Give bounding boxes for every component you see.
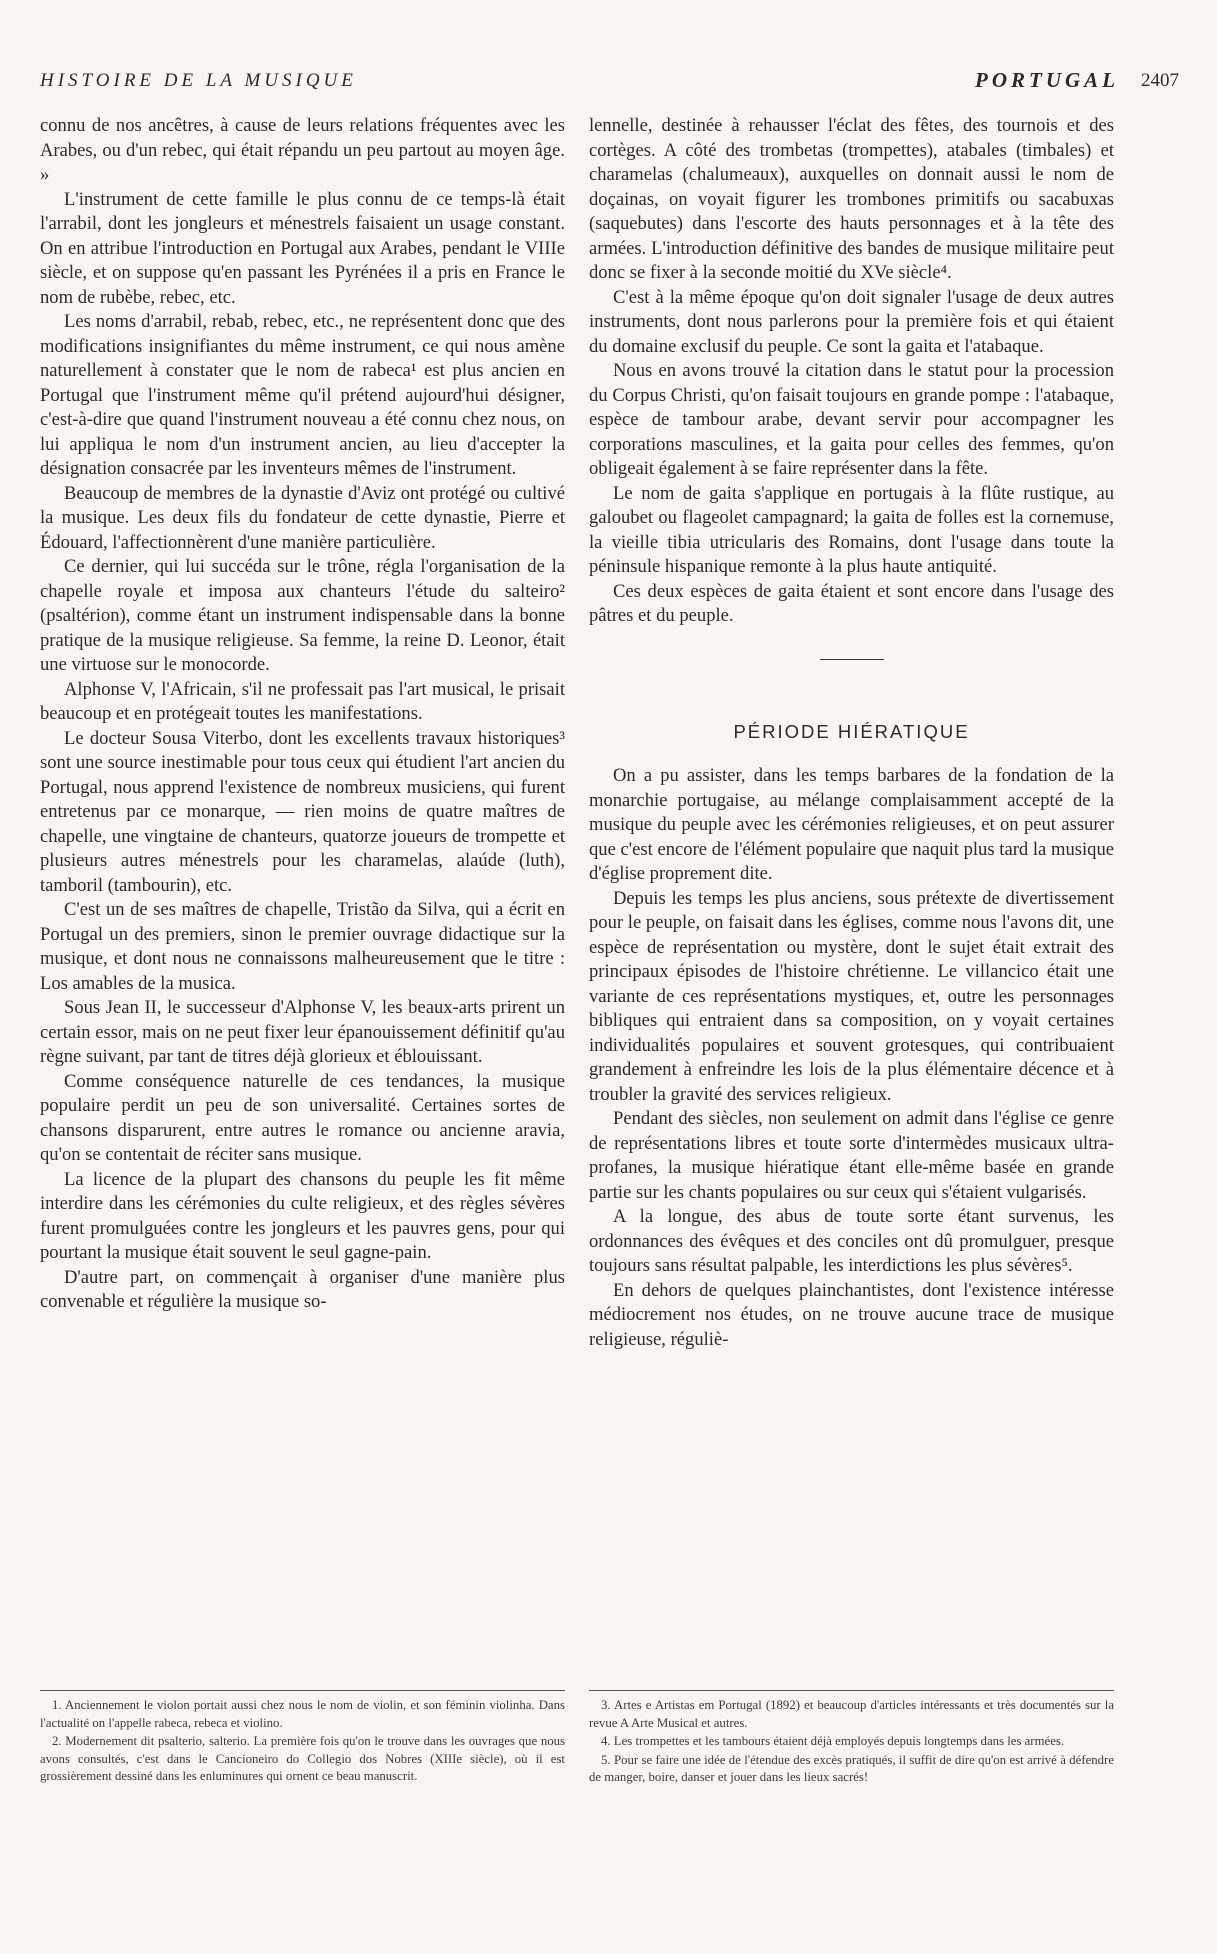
footnote-rule [40, 1690, 565, 1691]
paragraph: C'est un de ses maîtres de chapelle, Tristão da Silva, qui a écrit en Portugal un des premiers, sinon le premier ouvrage didactique sur la musique, et dont nous ne connaissons malheureusement que le titre : Los amables de la musica. [40, 899, 565, 994]
paragraph: A la longue, des abus de toute sorte étant survenus, les ordonnances des évêques et des conciles ont dû promulguer, presque toujours sans résultat palpable, les interdictions les plus sévères⁵. [589, 1206, 1114, 1276]
footnote-rule [589, 1690, 1114, 1691]
paragraph: La licence de la plupart des chansons du peuple les fit même interdire dans les cérémonies du culte religieux, et des règles sévères furent promulguées contre les jongleurs et les pauvres gens, pour qui pourtant la musique était souvent le seul gagne-pain. [40, 1168, 565, 1263]
section-title: PÉRIODE HIÉRATIQUE [733, 720, 970, 742]
left-column [40, 114, 565, 1315]
paragraph: C'est à la même époque qu'on doit signaler l'usage de deux autres instruments, dont nous parlerons pour la première fois et qui étaient du domaine exclusif du peuple. Ce sont la gaita et l'atabaque. [589, 286, 1114, 357]
footnotes-right [589, 1697, 1114, 1788]
paragraph: Ce dernier, qui lui succéda sur le trône, régla l'organisation de la chapelle royale et imposa aux chanteurs l'étude du salteiro² (psaltérion), comme étant un instrument indispensable dans la bonne pratique de la musique religieuse. Sa femme, la reine D. Leonor, était une virtuose sur le monocorde. [40, 556, 565, 675]
paragraph: Depuis les temps les plus anciens, sous prétexte de divertissement pour le peuple, on faisait dans les églises, comme nous l'avons dit, une espèce de représentation ou mystère, dont le sujet était extrait des principaux épisodes de l'histoire chrétienne. Le villancico était une variante de ces représentations mystiques, et, outre les personnages bibliques qui entraient dans sa composition, on y voyait certaines individualités populaires et souvent grotesques, qui contribuaient grandement à enfreindre les lois de la plus élémentaire décence et à troubler la gravité des services religieux. [589, 887, 1114, 1105]
paragraph: Le docteur Sousa Viterbo, dont les excellents travaux historiques³ sont une source inestimable pour tous ceux qui étudient l'art ancien du Portugal, nous apprend l'existence de nombreux musiciens, qui furent entretenus par ce monarque, — rien moins de quatre maîtres de chapelle, une vingtaine de chanteurs, quatorze joueurs de trompette et plusieurs autres ménestrels pour les charamelas, alaúde (luth), tamboril (tambourin), etc. [40, 727, 565, 896]
footnote: 1. Anciennement le violon portait aussi chez nous le nom de violin, et son féminin violinha. Dans l'actualité on l'appelle rabeca, rebeca et violino. [40, 1698, 565, 1730]
paragraph: connu de nos ancêtres, à cause de leurs relations fréquentes avec les Arabes, ou d'un rebec, qui était répandu un peu partout au moyen âge. » [40, 115, 565, 185]
paragraph: Beaucoup de membres de la dynastie d'Aviz ont protégé ou cultivé la musique. Les deux fils du fondateur de cette dynastie, Pierre et Édouard, l'affectionnèrent d'une manière particulière. [40, 482, 565, 553]
footnote: 4. Les trompettes et les tambours étaient déjà employés depuis longtemps dans les armées. [601, 1734, 1065, 1748]
paragraph: D'autre part, on commençait à organiser d'une manière plus convenable et régulière la musique so- [40, 1266, 565, 1312]
running-header-section: PORTUGAL [975, 68, 1119, 92]
footnotes-left [40, 1697, 565, 1787]
footnote: 5. Pour se faire une idée de l'étendue des excès pratiqués, il suffit de dire qu'on est arrivé à défendre de manger, boire, danser et jouer dans les lieux sacrés! [589, 1752, 1114, 1784]
section-divider [820, 659, 884, 660]
paragraph: Alphonse V, l'Africain, s'il ne professait pas l'art musical, le prisait beaucoup et en protégeait toutes les manifestations. [40, 678, 565, 724]
page-number: 2407 [1141, 70, 1179, 91]
paragraph: Le nom de gaita s'applique en portugais à la flûte rustique, au galoubet ou flageolet campagnard; la gaita de folles est la cornemuse, la vieille tibia utricularis des Romains, dont l'usage dans toute la péninsule hispanique remonte à la plus haute antiquité. [589, 482, 1114, 577]
running-header-title: HISTOIRE DE LA MUSIQUE [40, 70, 357, 91]
paragraph: En dehors de quelques plainchantistes, dont l'existence intéresse médiocrement nos études, on ne trouve aucune trace de musique religieuse, réguliè- [589, 1279, 1114, 1350]
footnote: 3. Artes e Artistas em Portugal (1892) et beaucoup d'articles intéressants et très documentés sur la revue A Arte Musical et autres. [589, 1698, 1114, 1730]
paragraph: L'instrument de cette famille le plus connu de ce temps-là était l'arrabil, dont les jongleurs et ménestrels faisaient un usage constant. On en attribue l'introduction en Portugal aux Arabes, pendant le VIIIe siècle, et on suppose qu'en passant les Pyrénées il a pris en France le nom de rubèbe, rebec, etc. [40, 188, 565, 308]
right-column [589, 114, 1114, 1352]
footnote: 2. Modernement dit psalterio, salterio. La première fois qu'on le trouve dans les ouvrages que nous avons consultés, c'est dans le Cancioneiro do Collegio dos Nobres (XIIIe siècle), où il est grossièrement dessiné dans les enluminures qui ornent ce beau manuscrit. [40, 1734, 565, 1783]
paragraph: Comme conséquence naturelle de ces tendances, la musique populaire perdit un peu de son universalité. Certaines sortes de chansons disparurent, entre autres le romance ou ancienne aravia, qu'on se contentait de réciter sans musique. [40, 1070, 565, 1165]
paragraph: Ces deux espèces de gaita étaient et sont encore dans l'usage des pâtres et du peuple. [589, 580, 1114, 626]
paragraph: Sous Jean II, le successeur d'Alphonse V, les beaux-arts prirent un certain essor, mais on ne peut fixer leur épanouissement définitif qu'au règne suivant, par tant de titres déjà glorieux et éblouissant. [40, 997, 565, 1067]
paragraph: Nous en avons trouvé la citation dans le statut pour la procession du Corpus Christi, qu'on faisait toujours en grande pompe : l'atabaque, espèce de tambour arabe, devant servir pour accompagner les corporations masculines, et la gaita pour celles des femmes, qu'on obligeait également à se faire représenter dans la fête. [589, 360, 1114, 479]
paragraph: Les noms d'arrabil, rebab, rebec, etc., ne représentent donc que des modifications insignifiantes du même instrument, ce qui nous amène naturellement à constater que le nom de rabeca¹ est plus ancien en Portugal que l'instrument même qu'il prétend aujourd'hui désigner, c'est-à-dire que quand l'instrument nouveau a été connu chez nous, on lui appliqua le nom d'un instrument ancien, au lieu d'accepter la désignation consacrée par les inventeurs mêmes de l'instrument. [40, 311, 565, 479]
paragraph: Pendant des siècles, non seulement on admit dans l'église ce genre de représentations libres et toute sorte d'intermèdes musicaux ultra-profanes, la musique hiératique étant elle-même basée en grande partie sur les chants populaires ou sur ceux qui s'étaient vulgarisés. [589, 1108, 1114, 1203]
paragraph: lennelle, destinée à rehausser l'éclat des fêtes, des tournois et des cortèges. A côté des trombetas (trompettes), atabales (timbales) et charamelas (chalumeaux), auxquelles on donnait aussi le nom de doçainas, on voyait figurer les trombones primitifs ou sacabuxas (saquebutes) dans l'escorte des hauts personnages et à la tête des armées. L'introduction définitive des bandes de musique militaire peut donc se fixer à la seconde moitié du XVe siècle⁴. [589, 115, 1114, 283]
paragraph: On a pu assister, dans les temps barbares de la fondation de la monarchie portugaise, au mélange complaisamment accepté de la musique du peuple avec les cérémonies religieuses, et on peut assurer que c'est encore de l'élément populaire que naquit plus tard la musique d'église proprement dite. [589, 765, 1114, 884]
